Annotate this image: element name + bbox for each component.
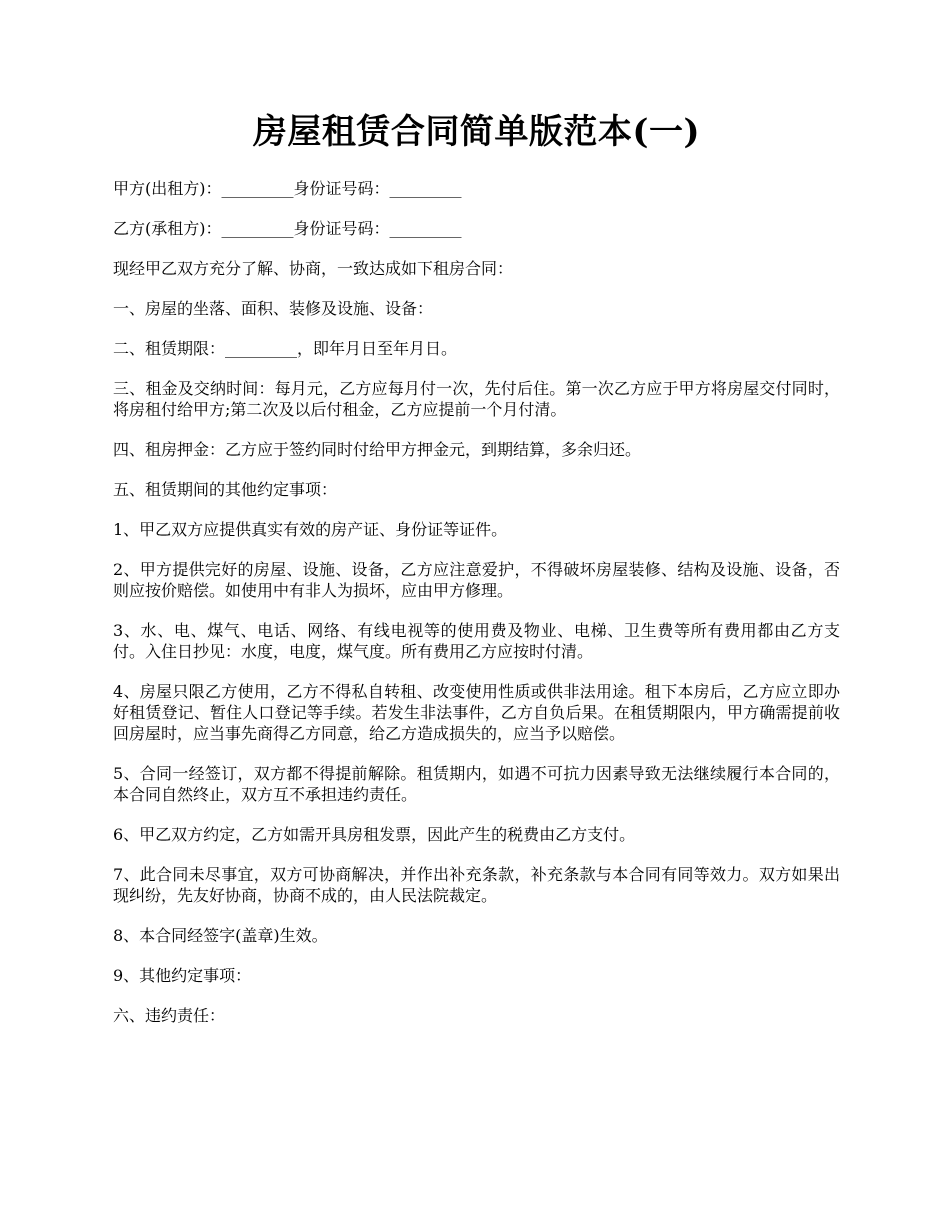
section-5-heading: 五、租赁期间的其他约定事项： bbox=[113, 480, 338, 499]
section-3-rent: 三、租金及交纳时间：每月元，乙方应每月付一次，先付后住。第一次乙方应于甲方将房屋交付同时，将房租付给甲方;第二次及以后付租金，乙方应提前一个月付清。 bbox=[113, 379, 840, 419]
clause-4: 4、房屋只限乙方使用，乙方不得私自转租、改变使用性质或供非法用途。租下本房后，乙方应立即办好租赁登记、暂住人口登记等手续。若发生非法事件，乙方自负后果。在租赁期限内，甲方确需提前收回房屋时，应当事先商得乙方同意，给乙方造成损失的，应当予以赔偿。 bbox=[113, 682, 840, 743]
document-title: 房屋租赁合同简单版范本(一) bbox=[252, 112, 701, 152]
preamble: 现经甲乙双方充分了解、协商，一致达成如下租房合同： bbox=[113, 259, 514, 278]
clause-1: 1、甲乙双方应提供真实有效的房产证、身份证等证件。 bbox=[113, 520, 508, 539]
section-2-lease-term: 二、租赁期限：_________，即年月日至年月日。 bbox=[113, 339, 458, 358]
clause-2: 2、甲方提供完好的房屋、设施、设备，乙方应注意爱护，不得破坏房屋装修、结构及设施、设备，否则应按价赔偿。如使用中有非人为损坏，应由甲方修理。 bbox=[113, 560, 840, 600]
clause-8: 8、本合同经签字(盖章)生效。 bbox=[113, 926, 328, 945]
section-4-deposit: 四、租房押金：乙方应于签约同时付给甲方押金元，到期结算，多余归还。 bbox=[113, 440, 642, 459]
clause-5: 5、合同一经签订，双方都不得提前解除。租赁期内，如遇不可抗力因素导致无法继续履行本合同的，本合同自然终止，双方互不承担违约责任。 bbox=[113, 764, 840, 804]
party-a-line: 甲方(出租方)：_________身份证号码：_________ bbox=[113, 179, 462, 198]
section-6-heading: 六、违约责任： bbox=[113, 1006, 226, 1025]
clause-9: 9、其他约定事项： bbox=[113, 966, 252, 985]
clause-3: 3、水、电、煤气、电话、网络、有线电视等的使用费及物业、电梯、卫生费等所有费用都由乙方支付。入住日抄见：水度，电度，煤气度。所有费用乙方应按时付清。 bbox=[113, 621, 840, 661]
party-b-line: 乙方(承租方)：_________身份证号码：_________ bbox=[113, 219, 462, 238]
clause-7: 7、此合同未尽事宜，双方可协商解决，并作出补充条款，补充条款与本合同有同等效力。双方如果出现纠纷，先友好协商，协商不成的，由人民法院裁定。 bbox=[113, 865, 840, 905]
section-1-heading: 一、房屋的坐落、面积、装修及设施、设备： bbox=[113, 299, 434, 318]
clause-6: 6、甲乙双方约定，乙方如需开具房租发票，因此产生的税费由乙方支付。 bbox=[113, 825, 636, 844]
